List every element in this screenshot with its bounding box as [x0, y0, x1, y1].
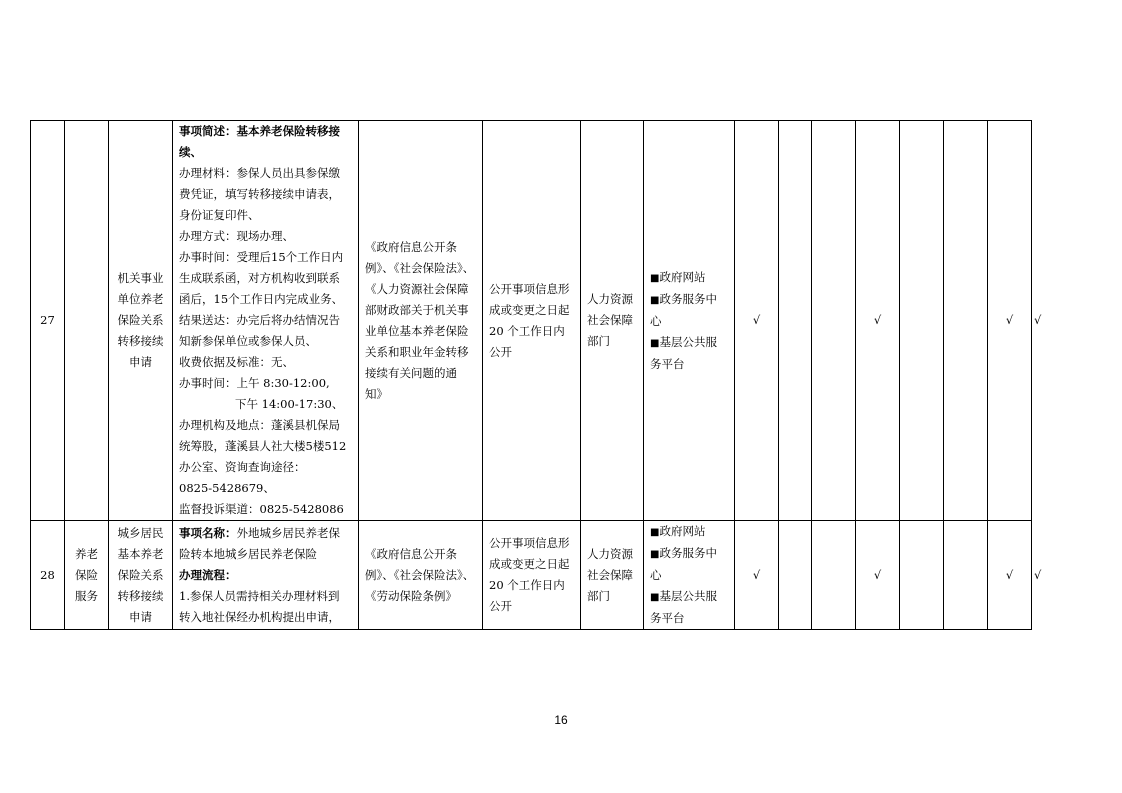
check-mark-icon: √ [873, 567, 882, 582]
check-cell [856, 521, 900, 630]
black-square-icon: ■ [650, 337, 660, 349]
page-number: 16 [554, 713, 568, 727]
check-cell [988, 521, 1032, 630]
check-cell [779, 521, 812, 630]
disclosure-table [30, 120, 1042, 630]
channels-cell: ■政府网站 ■政务服务中 心 ■基层公共服 务平台 [644, 121, 735, 521]
check-cell [735, 521, 779, 630]
black-square-icon: ■ [650, 527, 660, 538]
check-mark-icon: √ [1034, 313, 1042, 327]
category-cell [65, 121, 109, 521]
check-mark-icon: √ [752, 567, 761, 582]
category-cell: 养老 保险 服务 [65, 521, 109, 630]
black-square-icon: ■ [650, 592, 660, 603]
item-name-cell: 机关事业 单位养老 保险关系 转移接续 申请 [109, 121, 173, 521]
channels-cell: ■政府网站 ■政务服务中 心 ■基层公共服 务平台 [644, 521, 735, 630]
check-cell [856, 121, 900, 521]
row-number: 28 [31, 521, 65, 630]
item-description-cell: 事项名称：外地城乡居民养老保 险转本地城乡居民养老保险 办理流程： 1.参保人员需持相关办理材料到 转入地社保经办机构提出申请， [173, 521, 359, 630]
black-square-icon: ■ [650, 549, 660, 560]
subject-cell: 人力资源 社会保障 部门 [581, 121, 644, 521]
time-limit-cell: 公开事项信息形 成或变更之日起 20 个工作日内 公开 [483, 521, 581, 630]
table-row [31, 521, 1032, 630]
check-cell [812, 121, 856, 521]
black-square-icon: ■ [650, 294, 660, 306]
check-mark-icon: √ [752, 313, 761, 327]
time-limit-cell: 公开事项信息形 成或变更之日起 20 个工作日内 公开 [483, 121, 581, 521]
legal-basis-cell: 《政府信息公开条 例》、《社会保险法》、 《人力资源社会保障 部财政部关于机关事 业单位基本养老保险 关系和职业年金转移 接续有关问题的通 知》 [359, 121, 483, 521]
check-cell [988, 121, 1032, 521]
subject-cell: 人力资源 社会保障 部门 [581, 521, 644, 630]
check-cell [779, 121, 812, 521]
check-cell [812, 521, 856, 630]
check-cell [944, 521, 988, 630]
check-mark-icon: √ [1005, 567, 1014, 582]
check-mark-icon: √ [1005, 313, 1014, 327]
check-cell [944, 121, 988, 521]
check-mark-icon: √ [1034, 567, 1042, 582]
legal-basis-cell: 《政府信息公开条 例》、《社会保险法》、 《劳动保险条例》 [359, 521, 483, 630]
table-row [31, 121, 1032, 521]
check-mark-icon: √ [873, 313, 882, 327]
black-square-icon: ■ [650, 272, 660, 284]
check-cell [900, 121, 944, 521]
row-number: 27 [31, 121, 65, 521]
item-description-cell: 事项简述：基本养老保险转移接 续、 办理材料：参保人员出具参保缴 费凭证，填写转移接续申请表， 身份证复印件、 办理方式：现场办理、 办事时间：受理后15个工作日内 生成联系函，对方机构收到联系 函后，15个工作日内完成业务、 结果送达：办完后将办结情况告 知新参保单位或参保人员、 收费依据及标准：无、 办事时间：上午 8:30-12:00, 下午 14:00-17:30、 办理机构及地点：蓬溪县机保局 统筹股，蓬溪县人社大楼5楼512 办公室、资询查询途径： 0825-5428679、 监督投诉渠道：0825-5428086 [173, 121, 359, 521]
check-cell [900, 521, 944, 630]
check-cell [735, 121, 779, 521]
item-name-cell: 城乡居民 基本养老 保险关系 转移接续 申请 [109, 521, 173, 630]
